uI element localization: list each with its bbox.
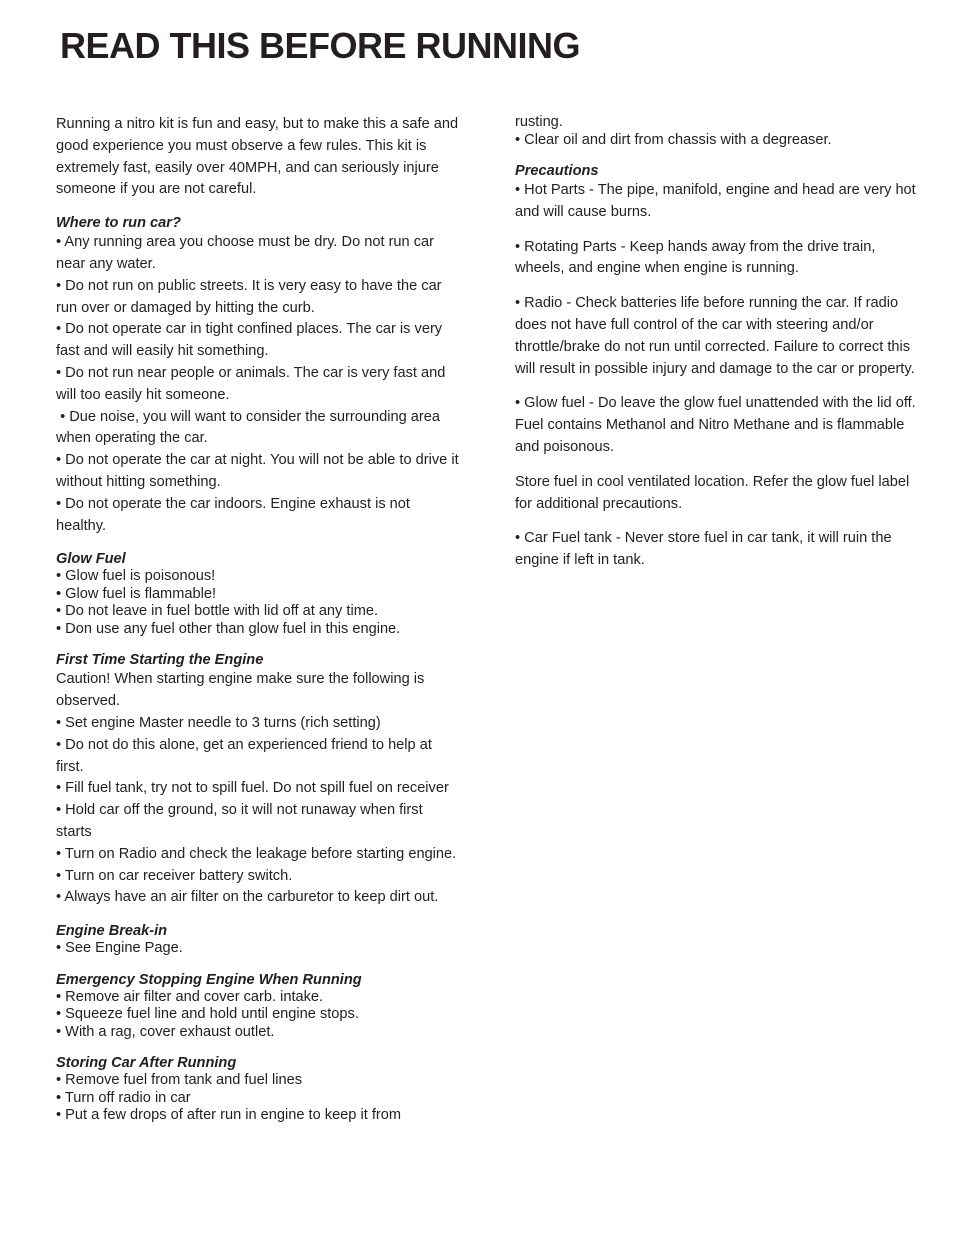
precaution-item: • Hot Parts - The pipe, manifold, engine and head are very hot and will cause burns. <box>515 182 916 220</box>
section-precautions <box>515 162 925 572</box>
list-item-continued: rusting. <box>515 114 563 130</box>
precaution-item: Store fuel in cool ventilated location. Refer the glow fuel label for additional precautions. <box>515 473 910 512</box>
list-item: • Remove air filter and cover carb. intake. <box>56 988 324 1005</box>
precaution-item: • Rotating Parts - Keep hands away from the drive train, wheels, and engine when engine is running. <box>515 238 876 277</box>
list-item: • Always have an air filter on the carburetor to keep dirt out. <box>56 889 439 906</box>
list-item: • With a rag, cover exhaust outlet. <box>56 1023 275 1040</box>
page-title: READ THIS BEFORE RUNNING <box>60 25 581 66</box>
list-item: • Set engine Master needle to 3 turns (rich setting) <box>56 714 381 731</box>
intro-paragraph: Running a nitro kit is fun and easy, but to make this a safe and good experience you must observe a few rules. This kit is extremely fast, easily over 40MPH, and can seriously injure someone if you are not careful. <box>56 116 459 198</box>
right-column <box>515 114 925 585</box>
list <box>56 232 462 537</box>
list-item: • Squeeze fuel line and hold until engine stops. <box>56 1006 359 1023</box>
list-item: • Do not operate car in tight confined places. The car is very fast and will easily hit something. <box>56 321 443 360</box>
list-item: • Put a few drops of after run in engine to keep it from <box>56 1107 402 1124</box>
list <box>56 669 462 909</box>
list-item: • Do not leave in fuel bottle with lid off at any time. <box>56 603 379 620</box>
section-heading: Precautions <box>515 163 599 179</box>
section-heading: First Time Starting the Engine <box>56 652 264 669</box>
list-item: • Do not operate the car indoors. Engine exhaust is not healthy. <box>56 495 410 534</box>
list <box>515 114 925 149</box>
list <box>56 1072 462 1125</box>
section-emergency-stopping <box>56 971 462 1042</box>
section-where-to-run <box>56 214 462 537</box>
list-item: • Turn on car receiver battery switch. <box>56 867 293 884</box>
list-item: • Due noise, you will want to consider the surrounding area when operating the car. <box>56 408 445 447</box>
section-heading: Glow Fuel <box>56 551 126 568</box>
section-heading: Engine Break-in <box>56 923 168 940</box>
list <box>56 568 462 638</box>
precaution-item: • Radio - Check batteries life before running the car. If radio does not have full control of the car with steering and/or throttle/brake do not run until corrected. Failure to correct this will result in possible injury and damage to the car or property. <box>515 295 915 377</box>
list-item: • Glow fuel is flammable! <box>56 585 217 602</box>
list-item: • Any running area you choose must be dry. Do not run car near any water. <box>56 234 434 272</box>
section-engine-break-in <box>56 922 462 958</box>
list-item: • Turn off radio in car <box>56 1089 191 1106</box>
list-item: • Hold car off the ground, so it will not runaway when first starts <box>56 802 423 840</box>
precaution-item: • Glow fuel - Do leave the glow fuel unattended with the lid off. Fuel contains Methanol and Nitro Methane and is flammable and poisonous. <box>515 395 916 455</box>
list-item: • Glow fuel is poisonous! <box>56 568 216 585</box>
list-item: • Turn on Radio and check the leakage before starting engine. <box>56 845 457 862</box>
list-item: • Do not run near people or animals. The car is very fast and will too easily hit someone. <box>56 364 446 403</box>
list-item: • Don use any fuel other than glow fuel in this engine. <box>56 620 401 637</box>
list <box>56 989 462 1042</box>
precaution-item: • Car Fuel tank - Never store fuel in car tank, it will ruin the engine if left in tank. <box>515 530 892 569</box>
section-heading: Storing Car After Running <box>56 1055 237 1072</box>
section-first-time-starting <box>56 651 462 909</box>
list-item: • Fill fuel tank, try not to spill fuel. Do not spill fuel on receiver <box>56 780 449 797</box>
list-item: • Remove fuel from tank and fuel lines <box>56 1072 303 1089</box>
list-item: • See Engine Page. <box>56 940 183 957</box>
list-item: Caution! When starting engine make sure the following is observed. <box>56 671 425 710</box>
list-item: • Do not run on public streets. It is very easy to have the car run over or damaged by hitting the curb. <box>56 277 442 316</box>
list-item: • Do not do this alone, get an experienced friend to help at first. <box>56 736 432 775</box>
left-column <box>56 114 462 1125</box>
list-item: • Do not operate the car at night. You will not be able to drive it without hitting something. <box>56 452 459 490</box>
list-item: • Clear oil and dirt from chassis with a degreaser. <box>515 131 832 148</box>
section-heading: Emergency Stopping Engine When Running <box>56 971 362 988</box>
list <box>56 940 462 958</box>
section-heading: Where to run car? <box>56 215 181 232</box>
section-glow-fuel <box>56 550 462 638</box>
section-storing-car <box>56 1054 462 1125</box>
